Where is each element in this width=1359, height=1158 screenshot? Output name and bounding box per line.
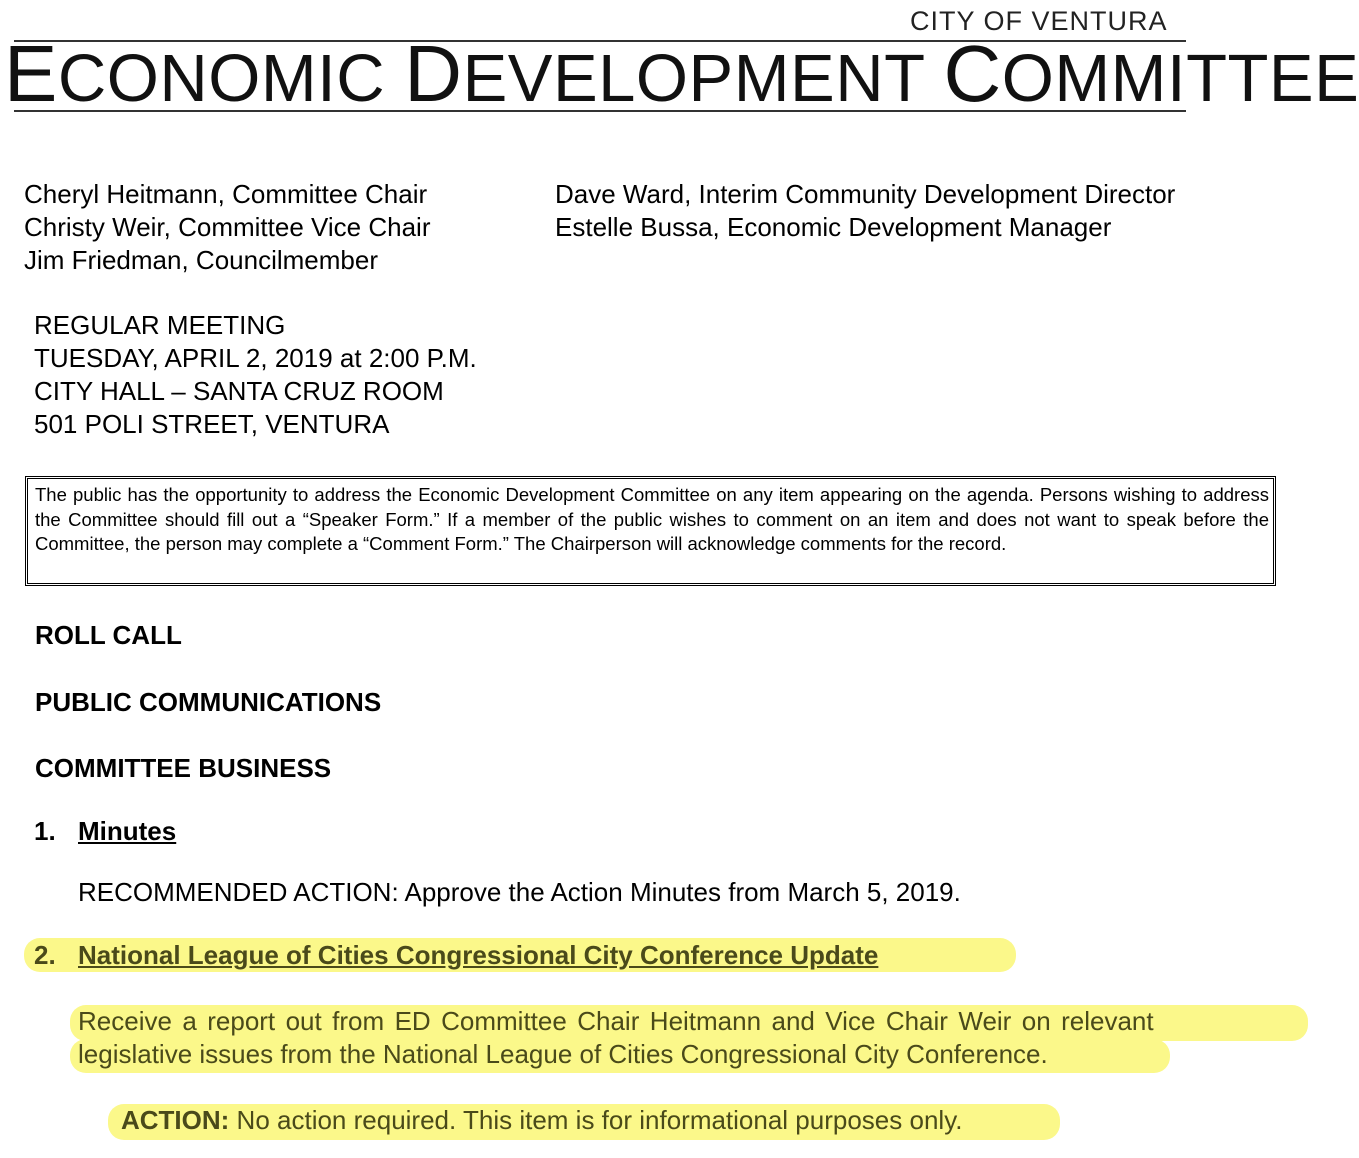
masthead-word-development: EVELOPMENT <box>462 41 944 116</box>
public-notice-box: The public has the opportunity to address the Economic Development Committee on any item appearing on the agenda. Persons wishing to address the Committee should fill out a “Speaker Form.” If a member of the public wishes to comment on an item and does not want to speak before the Committee, the person may complete a “Comment Form.” The Chairperson will acknowledge comments for the record. <box>25 476 1276 586</box>
committee-business-heading: COMMITTEE BUSINESS <box>35 753 332 783</box>
member-councilmember: Jim Friedman, Councilmember <box>24 245 378 275</box>
staff-manager: Estelle Bussa, Economic Development Manager <box>555 212 1112 242</box>
members-left <box>24 178 430 277</box>
meeting-type: REGULAR MEETING <box>34 310 286 340</box>
item-2-action-text: No action required. This item is for informational purposes only. <box>229 1105 963 1135</box>
meeting-date: TUESDAY, APRIL 2, 2019 at 2:00 P.M. <box>34 343 477 373</box>
roll-call-heading: ROLL CALL <box>35 620 182 650</box>
item-1-title: Minutes <box>78 816 177 846</box>
meeting-address: 501 POLI STREET, VENTURA <box>34 409 390 439</box>
member-vice-chair: Christy Weir, Committee Vice Chair <box>24 212 431 242</box>
members-right <box>555 178 1175 244</box>
staff-director: Dave Ward, Interim Community Development Director <box>555 179 1176 209</box>
city-name: CITY OF VENTURA <box>910 6 1168 36</box>
masthead-word-economic: CONOMIC <box>57 41 405 116</box>
header-bottom-rule <box>14 110 1186 112</box>
item-2-number: 2. <box>34 940 56 970</box>
meeting-info <box>34 309 477 441</box>
masthead-initial-e: E <box>4 29 58 118</box>
item-2-description-line-1: Receive a report out from ED Committee Chair Heitmann and Vice Chair Weir on relevant <box>78 1006 1154 1036</box>
item-1-recommended-action: RECOMMENDED ACTION: Approve the Action Minutes from March 5, 2019. <box>78 877 961 907</box>
item-2-title: National League of Cities Congressional City Conference Update <box>78 940 879 970</box>
item-2-action <box>121 1105 962 1136</box>
item-1-number: 1. <box>34 816 56 846</box>
masthead-initial-c: C <box>943 29 1002 118</box>
item-2-action-label: ACTION: <box>121 1105 230 1135</box>
masthead-word-committee: OMMITTEE <box>1001 41 1359 116</box>
meeting-location: CITY HALL – SANTA CRUZ ROOM <box>34 376 444 406</box>
masthead-title <box>4 29 1359 118</box>
masthead-initial-d: D <box>404 29 463 118</box>
public-communications-heading: PUBLIC COMMUNICATIONS <box>35 687 382 717</box>
item-2-description-line-2: legislative issues from the National League of Cities Congressional City Conference. <box>78 1039 1048 1069</box>
member-chair: Cheryl Heitmann, Committee Chair <box>24 179 428 209</box>
